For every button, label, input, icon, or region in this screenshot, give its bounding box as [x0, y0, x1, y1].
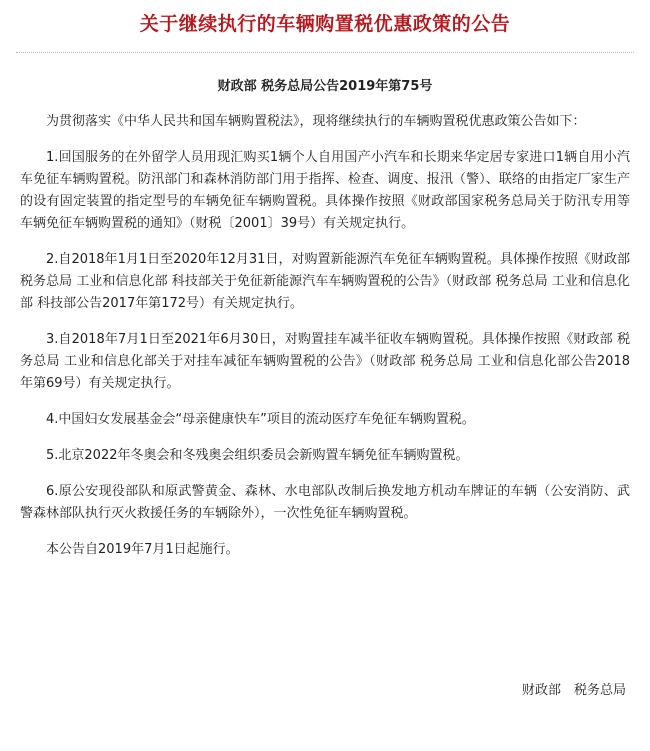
policy-item-5: 5.北京2022年冬奥会和冬残奥会组织委员会新购置车辆免征车辆购置税。: [46, 448, 469, 463]
policy-item-6: 6.原公安现役部队和原武警黄金、森林、水电部队改制后换发地方机动车牌证的车辆（公安消防、武警森林部队执行灭火救援任务的车辆除外），一次性免征车辆购置税。: [20, 484, 630, 521]
issuer-signature: 财政部 税务总局: [521, 683, 626, 698]
intro-paragraph: 为贯彻落实《中华人民共和国车辆购置税法》，现将继续执行的车辆购置税优惠政策公告如下：: [46, 114, 586, 129]
announcement-body: [20, 111, 630, 561]
closing-paragraph: 本公告自2019年7月1日起施行。: [46, 542, 239, 557]
policy-item-2: 2.自2018年1月1日至2020年12月31日，对购置新能源汽车免征车辆购置税。具体操作按照《财政部 税务总局 工业和信息化部 科技部关于免征新能源汽车车辆购置税的公告》（财政部 税务总局 工业和信息化部 科技部公告2017年第172号）有关规定执行。: [20, 252, 630, 311]
policy-item-3: 3.自2018年7月1日至2021年6月30日，对购置挂车减半征收车辆购置税。具体操作按照《财政部 税务总局 工业和信息化部关于对挂车减征车辆购置税的公告》（财政部 税务总局 工业和信息化部公告2018年第69号）有关规定执行。: [20, 332, 630, 391]
policy-item-4: 4.中国妇女发展基金会“母亲健康快车”项目的流动医疗车免征车辆购置税。: [46, 412, 475, 427]
page-title: 关于继续执行的车辆购置税优惠政策的公告: [139, 13, 511, 35]
announcement-number: 财政部 税务总局公告2019年第75号: [217, 79, 433, 94]
policy-item-1: 1.回国服务的在外留学人员用现汇购买1辆个人自用国产小汽车和长期来华定居专家进口1辆自用小汽车免征车辆购置税。防汛部门和森林消防部门用于指挥、检查、调度、报汛（警）、联络的由指定厂家生产的设有固定装置的指定型号的车辆免征车辆购置税。具体操作按照《财政部国家税务总局关于防汛专用等车辆免征车辆购置税的通知》（财税〔2001〕39号）有关规定执行。: [20, 150, 630, 231]
title-divider: [16, 52, 634, 53]
